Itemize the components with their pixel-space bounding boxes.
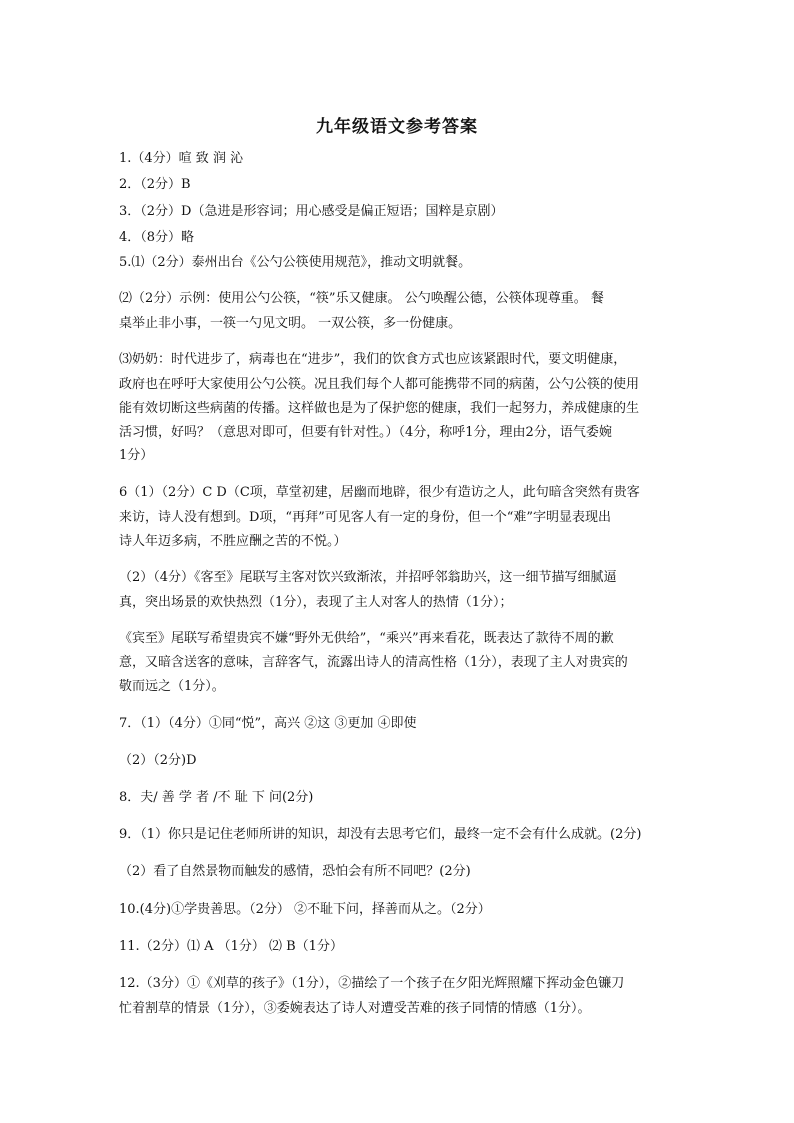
- answer-line: 11.（2分）⑴ A （1分） ⑵ B（1分）: [119, 939, 343, 954]
- answer-line: ⑶奶奶：时代进步了，病毒也在“进步”，我们的饮食方式也应该紧跟时代，要文明健康，: [119, 352, 627, 367]
- answer-line: 2．（2分）B: [119, 177, 191, 192]
- answer-line: 活习惯，好吗？（意思对即可，但要有针对性。）（4分，称呼1分，理由2分，语气委婉: [119, 425, 612, 440]
- answer-line: 意，又暗含送客的意味，言辞客气，流露出诗人的清高性格（1分），表现了主人对贵宾的: [119, 655, 628, 670]
- answer-line: 来访，诗人没有想到。D项，“再拜”可见客人有一定的身份，但一个“难”字明显表现出: [119, 510, 612, 525]
- answer-line: 5.⑴（2分）泰州出台《公勺公筷使用规范》，推动文明就餐。: [119, 255, 472, 270]
- answer-line: 忙着割草的情景（1分），③委婉表达了诗人对遭受苦难的孩子同情的情感（1分）。: [119, 1001, 591, 1016]
- answer-line: 3．（2分）D（急进是形容词；用心感受是偏正短语；国粹是京剧）: [119, 204, 504, 219]
- answer-line: 8．夫/ 善 学 者 /不 耻 下 问(2分): [119, 790, 314, 805]
- answer-line: 1分）: [119, 448, 154, 463]
- answer-line: 诗人年迈多病，不胜应酬之苦的不悦。）: [119, 534, 347, 549]
- answer-line: （2）看了自然景物而触发的感情，恐怕会有所不同吧？(2分): [119, 864, 471, 879]
- answer-line: （2）（4分）《客至》尾联写主客对饮兴致渐浓，并招呼邻翁助兴，这一细节描写细腻逼: [119, 570, 617, 585]
- answer-line: 敬而远之（1分）。: [119, 679, 225, 694]
- answer-line: 9．（1）你只是记住老师所讲的知识，却没有去思考它们，最终一定不会有什么成就。(2分): [119, 827, 642, 842]
- answer-line: ⑵（2分）示例：使用公勺公筷，“筷”乐又健康。 公勺唤醒公德，公筷体现尊重。 餐: [119, 291, 604, 306]
- answer-line: 4．（8分）略: [119, 230, 195, 245]
- answer-line: 真，突出场景的欢快热烈（1分），表现了主人对客人的热情（1分）；: [119, 595, 513, 610]
- answer-line: 12.（3分）①《刈草的孩子》（1分），②描绘了一个孩子在夕阳光辉照耀下挥动金色镰刀: [119, 976, 625, 991]
- answer-line: 7．（1）（4分）①同“悦”，高兴 ②这 ③更加 ④即使: [119, 716, 417, 731]
- answer-line: 《宾至》尾联写希望贵宾不嫌“野外无供给”，“乘兴”再来看花，既表达了款待不周的歉: [119, 631, 614, 646]
- answer-line: 能有效切断这些病菌的传播。这样做也是为了保护您的健康，我们一起努力，养成健康的生: [119, 401, 640, 416]
- answer-line: 桌举止非小事，一筷一勺见文明。 一双公筷，多一份健康。: [119, 316, 462, 331]
- answer-line: 6（1）（2分）C D（C项，草堂初建，居幽而地辟，很少有造访之人，此句暗含突然有贵客: [119, 485, 640, 500]
- answer-line: 1.（4分）喧 致 润 沁: [119, 151, 244, 166]
- answer-line: （2）（2分)D: [119, 753, 197, 768]
- answer-line: 10.(4分)①学贵善思。（2分） ②不耻下问，择善而从之。（2分）: [119, 902, 491, 917]
- page-title: 九年级语文参考答案: [316, 117, 478, 137]
- answer-line: 政府也在呼吁大家使用公勺公筷。况且我们每个人都可能携带不同的病菌，公勺公筷的使用: [119, 377, 640, 392]
